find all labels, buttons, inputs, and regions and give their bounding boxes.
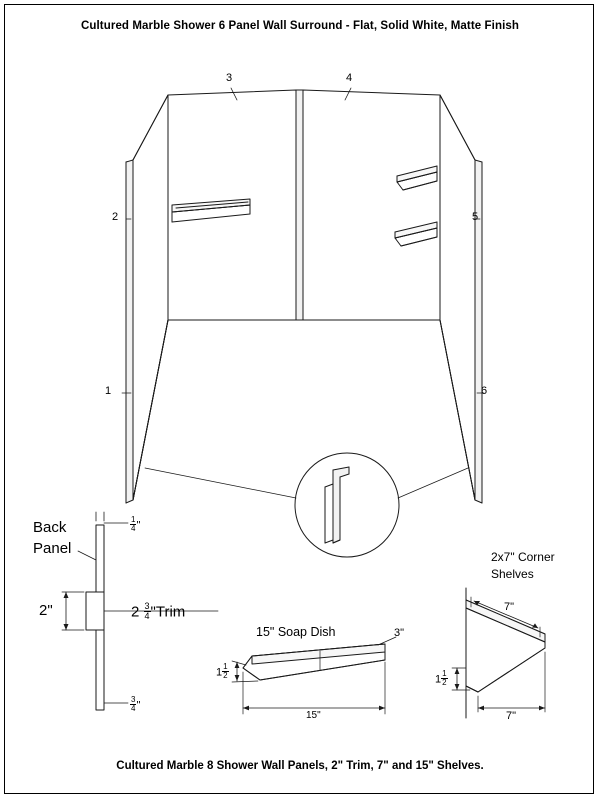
callout-5: 5 <box>472 211 479 223</box>
callout-2: 2 <box>112 211 119 223</box>
soap-dish-detail <box>232 637 396 714</box>
left-corner-trim <box>126 160 133 503</box>
back-panel-height-dim: 2" <box>39 602 53 619</box>
soap-dish-title: 15" Soap Dish <box>256 625 336 639</box>
soap-dish-depth-dim: 3" <box>394 627 405 639</box>
floor-edges <box>133 320 475 500</box>
trim-dimension-label: 2 $\frac{3}{4}$ "Trim <box>131 601 186 622</box>
back-panel-top-thickness: $\frac{1}{4}$ " <box>131 515 141 534</box>
back-panel-bottom-thickness: $\frac{3}{4}$ " <box>131 695 141 714</box>
corner-shelf-height-dim: 1 $\frac{1}{2}$ <box>435 669 447 688</box>
page-title: Cultured Marble Shower 6 Panel Wall Surround - Flat, Solid White, Matte Finish <box>80 20 520 32</box>
page-footer-caption: Cultured Marble 8 Shower Wall Panels, 2" Trim, 7" and 15" Shelves. <box>116 760 484 772</box>
back-panel-label-line2: Panel <box>33 540 72 557</box>
callout-1: 1 <box>105 385 112 397</box>
soap-dish-width-dim: 15" <box>306 710 321 721</box>
callout-4: 4 <box>346 72 353 84</box>
callout-6: 6 <box>481 385 488 397</box>
soap-dish-height-dim: 1 $\frac{1}{2}$ <box>216 662 228 681</box>
corner-shelf-top-width-dim: 7" <box>504 601 515 613</box>
corner-shelf-detail <box>452 588 545 718</box>
callout-3: 3 <box>226 72 233 84</box>
corner-shelf-bottom-width-dim: 7" <box>506 710 517 722</box>
left-side-wall <box>133 95 168 500</box>
corner-shelves-title-line2: Shelves <box>491 567 534 581</box>
corner-shelves-title-line1: 2x7" Corner <box>491 550 555 564</box>
right-side-wall <box>440 95 475 500</box>
back-panel-label-line1: Back <box>33 519 67 536</box>
detail-callout-circle <box>145 453 468 557</box>
